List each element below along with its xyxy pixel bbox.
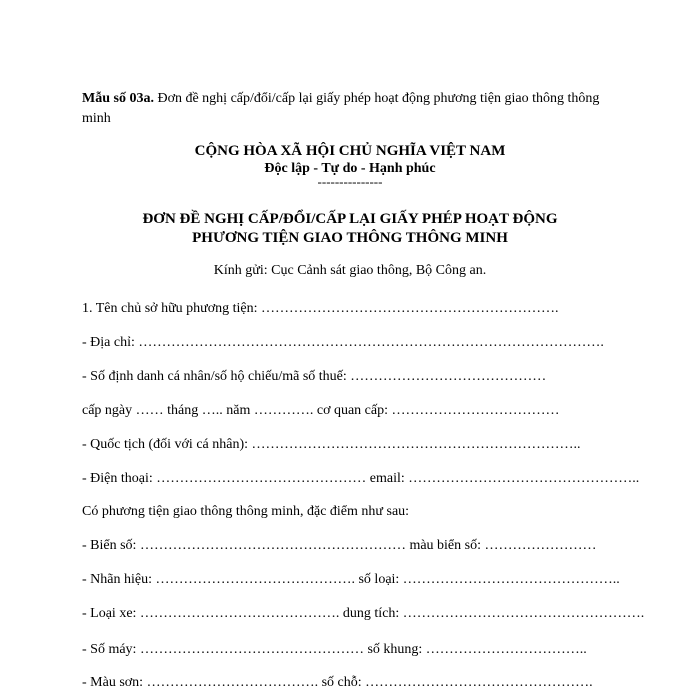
document-title [0,210,700,248]
document-title-line-2: PHƯƠNG TIỆN GIAO THÔNG THÔNG MINH [192,230,508,246]
motto-underline: --------------- [317,174,383,189]
plate-number-field: - Biển số: ………………………………………………… màu biển số: …………………… [82,538,597,553]
phone-email-field: - Điện thoại: ……………………………………… email: ………………………………………….. [82,471,640,486]
issue-date-field: cấp ngày …… tháng ….. năm …………. cơ quan cấp: ……………………………… [82,403,560,418]
country-name: CỘNG HÒA XÃ HỘI CHỦ NGHĨA VIỆT NAM [194,143,506,159]
recipient-line: Kính gửi: Cục Cảnh sát giao thông, Bộ Công an. [213,263,487,278]
nationality-field: - Quốc tịch (đối với cá nhân): …………………………………………………………….. [82,437,581,452]
form-code-number: Mẫu số 03a. [82,91,154,106]
national-motto: Độc lập - Tự do - Hạnh phúc [264,161,436,176]
color-seats-field: - Màu sơn: ………………………………. số chỗ: …………………………………………. [82,675,593,690]
address-field: - Địa chỉ: ………………………………………………………………………………………. [82,335,604,350]
identity-number-field: - Số định danh cá nhân/số hộ chiếu/mã số thuế: …………………………………… [82,369,547,384]
form-code-caption [82,89,622,129]
vehicle-intro-text: Có phương tiện giao thông thông minh, đặc điểm như sau: [82,504,410,519]
engine-chassis-field: - Số máy: ………………………………………… số khung: …………………………….. [82,642,587,657]
document-title-line-1: ĐƠN ĐỀ NGHỊ CẤP/ĐỔI/CẤP LẠI GIẤY PHÉP HOẠT ĐỘNG [142,211,558,227]
vehicle-type-field: - Loại xe: ……………………………………. dung tích: ……………………………………………. [82,606,645,621]
form-code-description: Đơn đề nghị cấp/đổi/cấp lại giấy phép hoạt động phương tiện giao thông thông minh [82,91,600,126]
brand-model-field: - Nhãn hiệu: ……………………………………. số loại: ……………………………………….. [82,572,620,587]
owner-name-field: 1. Tên chủ sở hữu phương tiện: ………………………………………………………. [82,301,559,316]
